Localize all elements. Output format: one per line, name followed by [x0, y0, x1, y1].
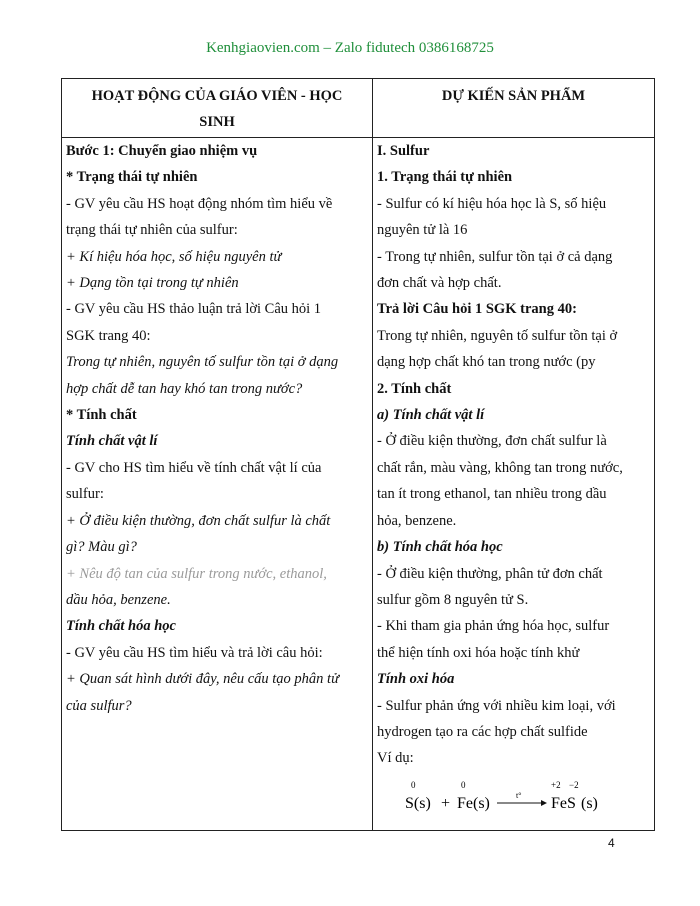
plus-sign: +: [441, 794, 451, 812]
header-separator: –: [319, 40, 335, 56]
chemical-equation: [377, 772, 650, 830]
teacher-activity-line: Tính chất hóa học: [66, 618, 176, 635]
teacher-activity-line: SGK trang 40:: [66, 327, 151, 344]
header-contact[interactable]: Zalo fidutech 0386168725: [334, 40, 494, 56]
expected-product-line: dạng hợp chất khó tan trong nước (py: [377, 354, 596, 371]
teacher-activity-line: - GV yêu cầu HS hoạt động nhóm tìm hiểu về: [66, 195, 333, 212]
product-fes: FeS: [551, 794, 576, 812]
teacher-activity-line: Tính chất vật lí: [66, 433, 158, 450]
page-number: 4: [608, 836, 615, 850]
expected-product-line: 1. Trạng thái tự nhiên: [377, 169, 513, 186]
expected-product-line: I. Sulfur: [377, 143, 430, 159]
expected-product-line: - Ở điều kiện thường, phân tử đơn chất: [377, 565, 603, 582]
header-site[interactable]: Kenhgiaovien.com: [206, 40, 320, 56]
expected-product-line: sulfur gồm 8 nguyên tử S.: [377, 591, 529, 608]
teacher-activity-line: - GV yêu cầu HS tìm hiểu và trả lời câu hỏi:: [66, 644, 323, 661]
expected-product-line: Ví dụ:: [377, 750, 414, 767]
teacher-activity-line: + Dạng tồn tại trong tự nhiên: [66, 275, 239, 292]
col1-header: HOẠT ĐỘNG CỦA GIÁO VIÊN - HỌC SINH: [62, 79, 373, 138]
expected-product-line: nguyên tử là 16: [377, 222, 468, 239]
expected-product-line: thể hiện tính oxi hóa hoặc tính khử: [377, 644, 580, 661]
reactant-fe: Fe(s): [457, 794, 490, 812]
teacher-activity-line: Bước 1: Chuyển giao nhiệm vụ: [66, 143, 258, 159]
table-header-row: [62, 79, 655, 138]
expected-product-line: Tính oxi hóa: [377, 671, 455, 688]
ox-state-s: 0: [411, 779, 416, 790]
table-body-row: [62, 138, 655, 831]
teacher-activity-line: + Nêu độ tan của sulfur trong nước, ethanol,: [66, 565, 327, 582]
expected-product-line: tan ít trong ethanol, tan nhiều trong dầu: [377, 486, 607, 503]
expected-product-line: 2. Tính chất: [377, 380, 452, 397]
teacher-activity-line: Trong tự nhiên, nguyên tố sulfur tồn tại ở dạng: [66, 354, 339, 371]
expected-product-line: a) Tính chất vật lí: [377, 407, 485, 424]
product-state: (s): [581, 794, 598, 812]
teacher-activity-line: của sulfur?: [66, 697, 132, 714]
teacher-activity-cell: [62, 138, 373, 831]
lesson-table: [61, 78, 655, 831]
reaction-condition: t°: [516, 790, 522, 800]
expected-product-text: [377, 138, 650, 772]
ox-state-fe-product: +2: [551, 779, 561, 790]
teacher-activity-line: + Kí hiệu hóa học, số hiệu nguyên tử: [66, 248, 282, 265]
expected-product-line: b) Tính chất hóa học: [377, 539, 503, 556]
expected-product-line: - Sulfur có kí hiệu hóa học là S, số hiệu: [377, 195, 607, 212]
page-header: [0, 40, 700, 57]
expected-product-line: - Ở điều kiện thường, đơn chất sulfur là: [377, 433, 607, 450]
teacher-activity-line: * Trạng thái tự nhiên: [66, 169, 198, 186]
expected-product-line: Trả lời Câu hỏi 1 SGK trang 40:: [377, 301, 577, 318]
expected-product-line: - Khi tham gia phản ứng hóa học, sulfur: [377, 618, 610, 635]
teacher-activity-line: gì? Màu gì?: [66, 539, 137, 556]
teacher-activity-line: sulfur:: [66, 486, 104, 503]
ox-state-fe: 0: [461, 779, 466, 790]
teacher-activity-line: + Ở điều kiện thường, đơn chất sulfur là chất: [66, 512, 331, 529]
ox-state-s-product: −2: [569, 779, 579, 790]
teacher-activity-line: - GV yêu cầu HS thảo luận trả lời Câu hỏi 1: [66, 301, 322, 318]
col2-header: DỰ KIẾN SẢN PHẨM: [373, 79, 655, 138]
expected-product-line: chất rắn, màu vàng, không tan trong nước,: [377, 459, 623, 476]
expected-product-line: - Trong tự nhiên, sulfur tồn tại ở cả dạng: [377, 248, 613, 265]
teacher-activity-line: + Quan sát hình dưới đây, nêu cấu tạo phân tử: [66, 671, 339, 688]
teacher-activity-line: - GV cho HS tìm hiểu về tính chất vật lí của: [66, 459, 322, 476]
teacher-activity-line: * Tính chất: [66, 407, 137, 424]
reaction-arrow-head: [541, 800, 547, 806]
expected-product-line: - Sulfur phản ứng với nhiều kim loại, với: [377, 697, 616, 714]
teacher-activity-text: [66, 138, 368, 719]
reactant-s: S(s): [405, 794, 431, 812]
equation-svg: [405, 774, 645, 828]
expected-product-cell: [373, 138, 655, 831]
expected-product-line: hydrogen tạo ra các hợp chất sulfide: [377, 723, 588, 740]
expected-product-line: hỏa, benzene.: [377, 512, 457, 529]
teacher-activity-line: hợp chất dễ tan hay khó tan trong nước?: [66, 380, 303, 397]
teacher-activity-line: dầu hỏa, benzene.: [66, 591, 171, 608]
expected-product-line: đơn chất và hợp chất.: [377, 275, 502, 292]
teacher-activity-line: trạng thái tự nhiên của sulfur:: [66, 222, 238, 239]
expected-product-line: Trong tự nhiên, nguyên tố sulfur tồn tại ở: [377, 327, 618, 344]
